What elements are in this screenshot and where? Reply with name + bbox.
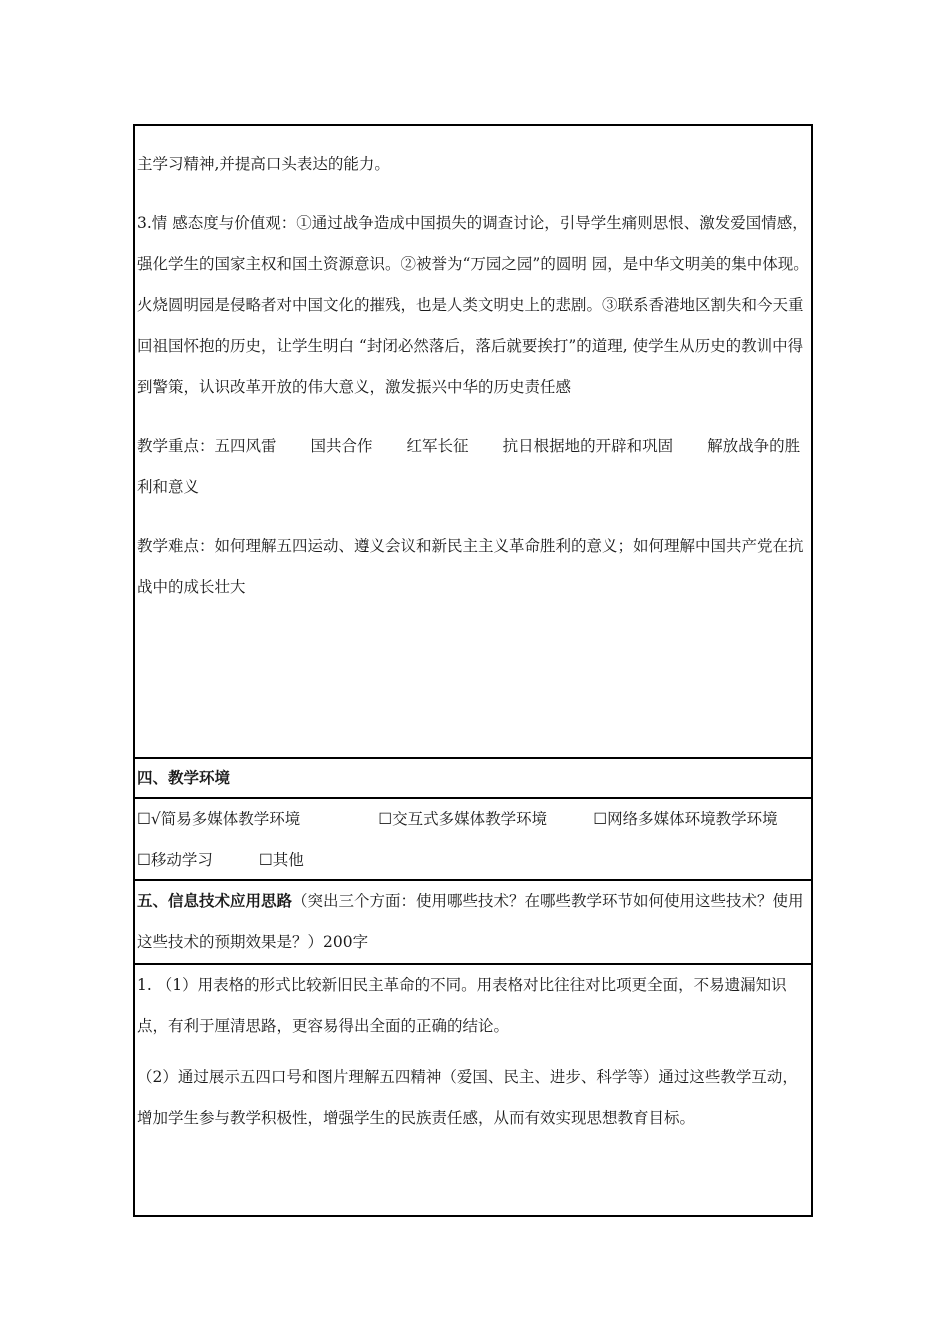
focus-item: 国共合作 [310, 437, 373, 455]
objectives-cell [135, 126, 811, 759]
objectives-continuation: 主学习精神,并提高口头表达的能力。 [137, 155, 390, 173]
env-option-other[interactable]: ☐其他 [258, 851, 304, 869]
env-option-network-multimedia[interactable]: ☐网络多媒体环境教学环境 [593, 810, 778, 828]
env-option-simple-multimedia[interactable]: ☐√简易多媒体教学环境 [137, 810, 301, 828]
lesson-plan-table [133, 124, 813, 1217]
env-option-mobile-learning[interactable]: ☐移动学习 [137, 851, 213, 869]
focus-item: 五四风雷 [214, 437, 277, 455]
focus-label: 教学重点： [137, 437, 215, 455]
env-option-interactive-multimedia[interactable]: ☐交互式多媒体教学环境 [378, 810, 548, 828]
teaching-focus [137, 426, 809, 508]
it-application-subtitle: （突出三个方面：使用哪些技术？在哪些教学环节如何使用这些技术？使用这些技术的预期效果是？）200字 [137, 892, 804, 951]
environment-options [135, 799, 811, 881]
teaching-difficulty: 教学难点：如何理解五四运动、遵义会议和新民主主义革命胜利的意义；如何理解中国共产党在抗战中的成长壮大 [137, 537, 804, 596]
it-application-header [135, 881, 811, 965]
environment-title: 四、教学环境 [135, 759, 811, 799]
it-application-title: 五、信息技术应用思路 [137, 892, 293, 910]
focus-item: 抗日根据地的开辟和巩固 [502, 437, 674, 455]
focus-item: 红军长征 [406, 437, 469, 455]
it-application-paragraph-2: （2）通过展示五四口号和图片理解五四精神（爱国、民主、进步、科学等）通过这些教学互动，增加学生参与教学积极性，增强学生的民族责任感，从而有效实现思想教育目标。 [137, 1068, 798, 1127]
emotion-values-paragraph: 3.情 感态度与价值观：①通过战争造成中国损失的调查讨论，引导学生痛则思恨、激发爱国情感，强化学生的国家主权和国土资源意识。②被誉为“万园之园”的圆明 园，是中华文明美的集中体现。火烧圆明园是侵略者对中国文化的摧残，也是人类文明史上的悲剧。③联系香港地区割失和今天重回祖国怀抱的历史，让学生明白 “封闭必然落后，落后就要挨打”的道理, 使学生从历史的教训中得到警策，认识改革开放的伟大意义，激发振兴中华的历史责任感 [137, 214, 809, 396]
it-application-paragraph-1: 1. （1）用表格的形式比较新旧民主革命的不同。用表格对比往往对比项更全面，不易遗漏知识点，有利于厘清思路，更容易得出全面的正确的结论。 [137, 976, 787, 1035]
it-application-body [135, 965, 811, 1215]
focus-item: 解放战争的胜利和意义 [137, 437, 801, 496]
